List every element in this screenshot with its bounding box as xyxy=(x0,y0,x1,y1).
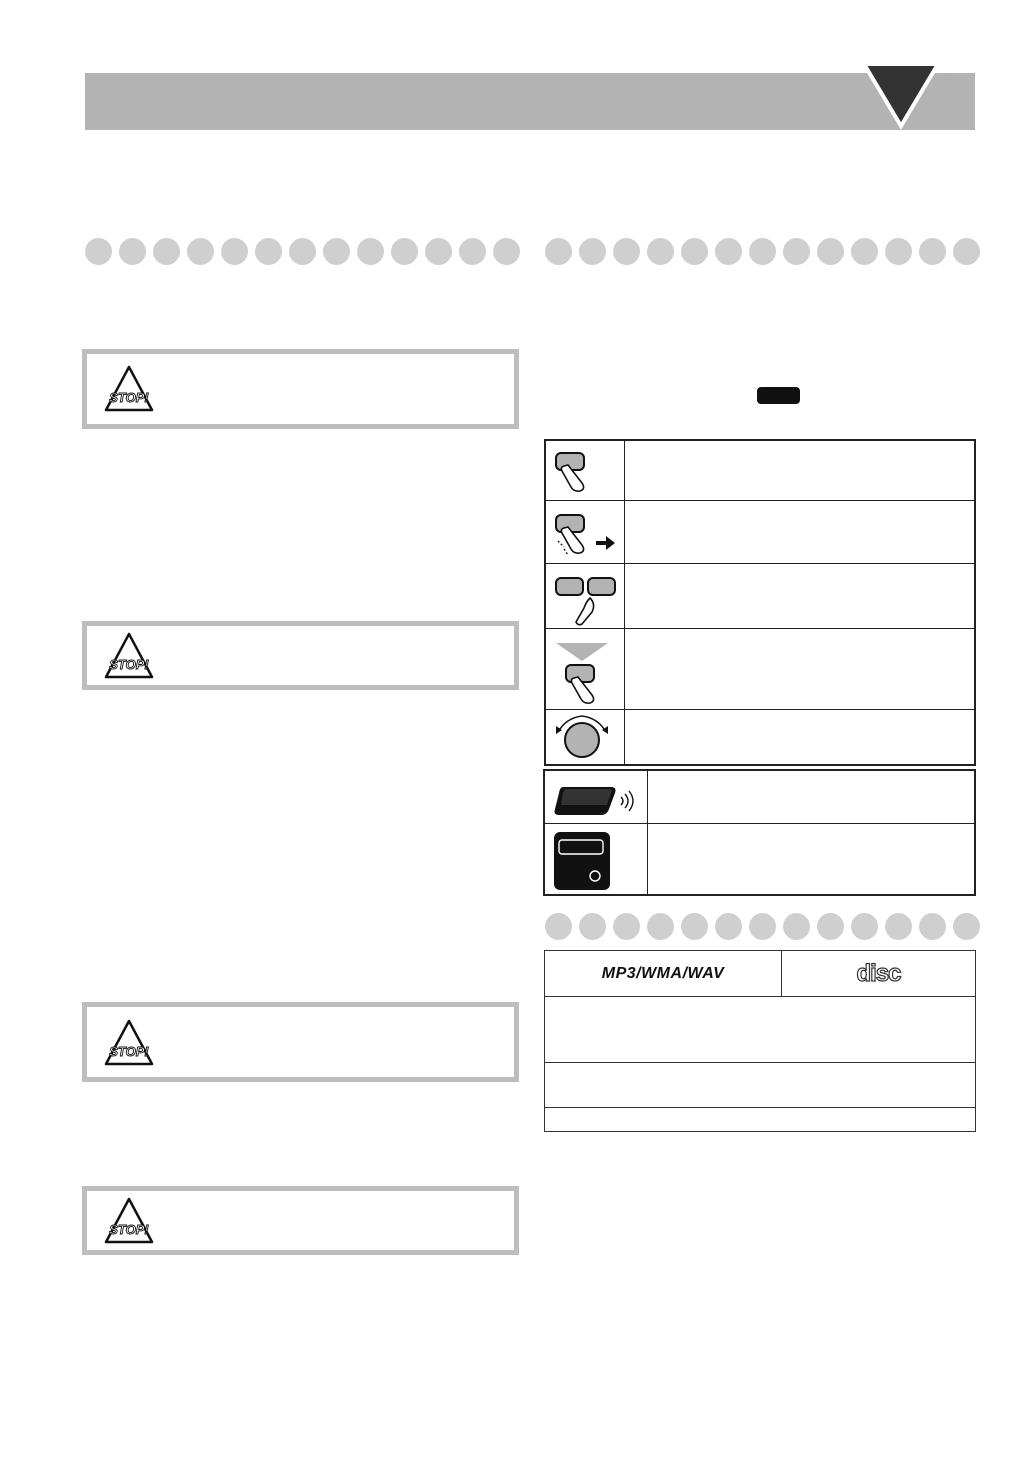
divider-dot xyxy=(119,238,146,265)
section-divider-right xyxy=(545,238,987,265)
divider-dot xyxy=(221,238,248,265)
divider-dot xyxy=(953,238,980,265)
left-section-heading xyxy=(85,270,515,290)
stop-label: STOP! xyxy=(109,657,149,672)
press-button-icon xyxy=(546,441,624,500)
key-row xyxy=(546,500,974,563)
divider-dot xyxy=(715,913,742,940)
corner-triangle-icon xyxy=(860,62,980,132)
divider-dot xyxy=(851,913,878,940)
divider-dot xyxy=(459,238,486,265)
key-row xyxy=(546,628,974,709)
divider-dot xyxy=(289,238,316,265)
stop-warning-icon xyxy=(103,1196,155,1246)
divider-dot xyxy=(153,238,180,265)
key-description xyxy=(625,501,974,563)
divider-dot xyxy=(187,238,214,265)
key-icon-cell xyxy=(545,771,648,823)
key-icon-cell xyxy=(546,710,625,766)
key-row xyxy=(546,563,974,628)
divider-dot xyxy=(357,238,384,265)
key-description xyxy=(625,564,974,628)
stop-label: STOP! xyxy=(109,390,149,405)
divider-dot xyxy=(255,238,282,265)
section-divider-compat xyxy=(545,913,987,940)
key-row xyxy=(545,771,974,823)
divider-dot xyxy=(545,913,572,940)
stop-caution-box xyxy=(82,621,519,690)
divider-dot xyxy=(749,238,776,265)
divider-dot xyxy=(85,238,112,265)
right-section-heading xyxy=(545,270,975,290)
stop-warning-icon xyxy=(103,631,155,681)
press-and-hold-button-icon xyxy=(546,501,624,564)
divider-dot xyxy=(919,913,946,940)
stop-label: STOP! xyxy=(109,1222,149,1237)
key-description xyxy=(625,629,974,709)
divider-dot xyxy=(783,238,810,265)
divider-dot xyxy=(323,238,350,265)
key-description xyxy=(648,824,974,896)
divider-dot xyxy=(391,238,418,265)
press-two-buttons-icon xyxy=(546,564,624,629)
divider-dot xyxy=(425,238,452,265)
remote-unit-table xyxy=(543,769,976,896)
main-unit-icon xyxy=(545,824,647,897)
stop-caution-box xyxy=(82,1186,519,1255)
key-icon-cell xyxy=(546,564,625,628)
key-description xyxy=(625,710,974,766)
divider-dot xyxy=(817,238,844,265)
divider-dot xyxy=(681,238,708,265)
section-divider-left xyxy=(85,238,527,265)
divider-dot xyxy=(783,913,810,940)
key-icon-cell xyxy=(546,501,625,563)
compat-row xyxy=(545,997,975,1063)
key-icon-cell xyxy=(546,629,625,709)
divider-dot xyxy=(579,913,606,940)
disc-logo: disc xyxy=(856,959,901,987)
mode-badge xyxy=(757,387,800,404)
compatibility-table xyxy=(544,950,976,1132)
divider-dot xyxy=(851,238,878,265)
divider-dot xyxy=(647,238,674,265)
compat-header-disc xyxy=(782,951,975,997)
mp3-wma-wav-label: MP3/WMA/WAV xyxy=(601,964,725,982)
key-icon-cell xyxy=(545,824,648,896)
key-row xyxy=(546,441,974,500)
divider-dot xyxy=(953,913,980,940)
divider-dot xyxy=(681,913,708,940)
divider-dot xyxy=(885,913,912,940)
divider-dot xyxy=(545,238,572,265)
remote-control-icon xyxy=(545,771,647,823)
stop-caution-box xyxy=(82,349,519,429)
stop-warning-icon xyxy=(103,364,155,414)
stop-warning-icon xyxy=(103,1018,155,1068)
press-repeatedly-button-icon xyxy=(546,629,624,710)
key-row xyxy=(546,709,974,766)
divider-dot xyxy=(885,238,912,265)
key-row xyxy=(545,823,974,896)
divider-dot xyxy=(749,913,776,940)
stop-label: STOP! xyxy=(109,1044,149,1059)
key-description xyxy=(648,771,974,823)
divider-dot xyxy=(493,238,520,265)
divider-dot xyxy=(613,913,640,940)
divider-dot xyxy=(579,238,606,265)
compat-row xyxy=(545,1063,975,1108)
key-description xyxy=(625,441,974,500)
stop-caution-box xyxy=(82,1002,519,1082)
turn-dial-icon xyxy=(546,710,624,767)
header-band xyxy=(85,73,975,130)
divider-dot xyxy=(715,238,742,265)
compat-header-mp3 xyxy=(545,951,782,997)
key-operation-table xyxy=(544,439,976,766)
divider-dot xyxy=(817,913,844,940)
compat-row xyxy=(545,1108,975,1131)
divider-dot xyxy=(613,238,640,265)
divider-dot xyxy=(647,913,674,940)
key-icon-cell xyxy=(546,441,625,500)
divider-dot xyxy=(919,238,946,265)
